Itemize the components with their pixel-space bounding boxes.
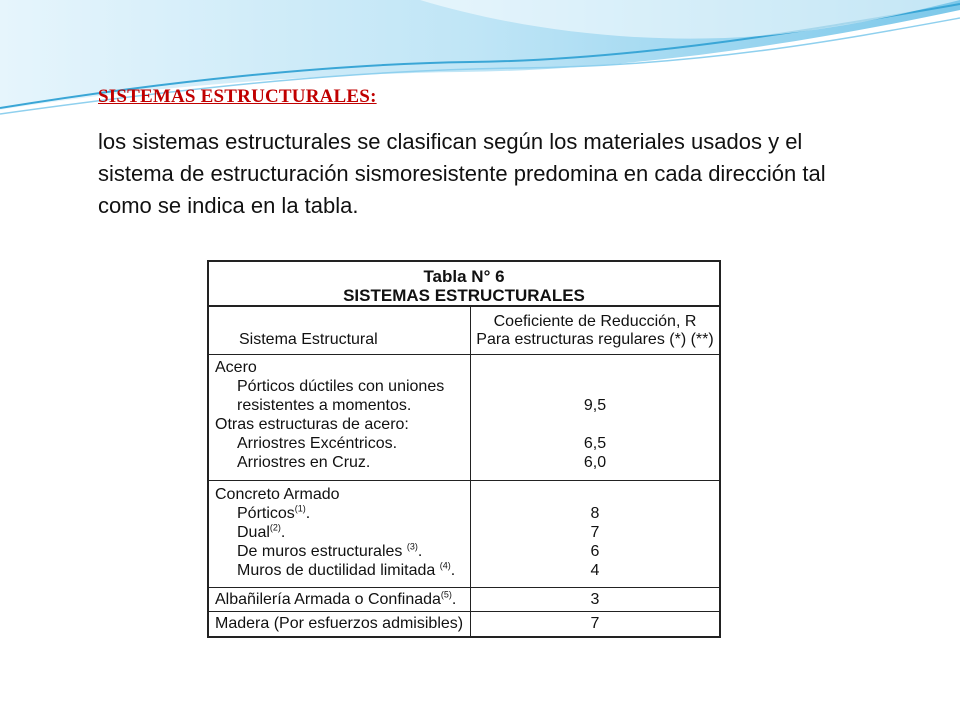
madera-value: 7 (590, 615, 600, 632)
col-header-coef-line1: Coeficiente de Reducción, R (493, 313, 697, 330)
concreto-ductilidad: Muros de ductilidad limitada $^{(4)}$. (237, 560, 456, 579)
acero-porticos-line2: resistentes a momentos. (237, 397, 412, 414)
slide-body-text: los sistemas estructurales se clasifican según los materiales usados y el sistema de estructuración sismoresistente predomina en cada dirección tal como se indica en la tabla. (98, 129, 826, 218)
albanileria-value: 3 (590, 591, 600, 608)
concreto-porticos-value: 8 (590, 505, 600, 522)
concreto-porticos: Pórticos$^{(1)}$. (237, 503, 311, 522)
table-title-number: Tabla N° 6 (423, 267, 505, 286)
slide-title: SISTEMAS ESTRUCTURALES: (98, 86, 377, 107)
acero-excentricos: Arriostres Excéntricos. (237, 435, 398, 452)
table-row-madera (209, 612, 719, 636)
acero-label: Acero (215, 359, 257, 376)
concreto-label: Concreto Armado (215, 486, 340, 503)
table-row-concreto (209, 481, 719, 588)
madera-label: Madera (Por esfuerzos admisibles) (215, 615, 464, 632)
acero-cruz-value: 6,0 (583, 454, 607, 471)
concreto-dual: Dual$^{(2)}$. (237, 522, 286, 541)
col-header-coef-line2: Para estructuras regulares (*) (**) (476, 331, 714, 348)
albanileria-label: Albañilería Armada o Confinada$^{(5)}$. (215, 589, 457, 608)
acero-porticos-line1: Pórticos dúctiles con uniones (237, 378, 445, 395)
acero-porticos-value: 9,5 (583, 397, 607, 414)
table-title-name: SISTEMAS ESTRUCTURALES (343, 286, 585, 305)
concreto-dual-value: 7 (590, 524, 600, 541)
acero-cruz: Arriostres en Cruz. (237, 454, 371, 471)
acero-excentricos-value: 6,5 (583, 435, 607, 452)
concreto-ductilidad-value: 4 (590, 562, 600, 579)
table-row-albanileria (209, 588, 719, 612)
table-header-row (209, 307, 719, 355)
concreto-muros: De muros estructurales $^{(3)}$. (237, 541, 423, 560)
table-title (209, 262, 719, 307)
acero-otras: Otras estructuras de acero: (215, 416, 409, 433)
structural-systems-table (207, 260, 721, 638)
table-row-acero (209, 355, 719, 481)
col-header-system: Sistema Estructural (239, 331, 378, 348)
concreto-muros-value: 6 (590, 543, 600, 560)
